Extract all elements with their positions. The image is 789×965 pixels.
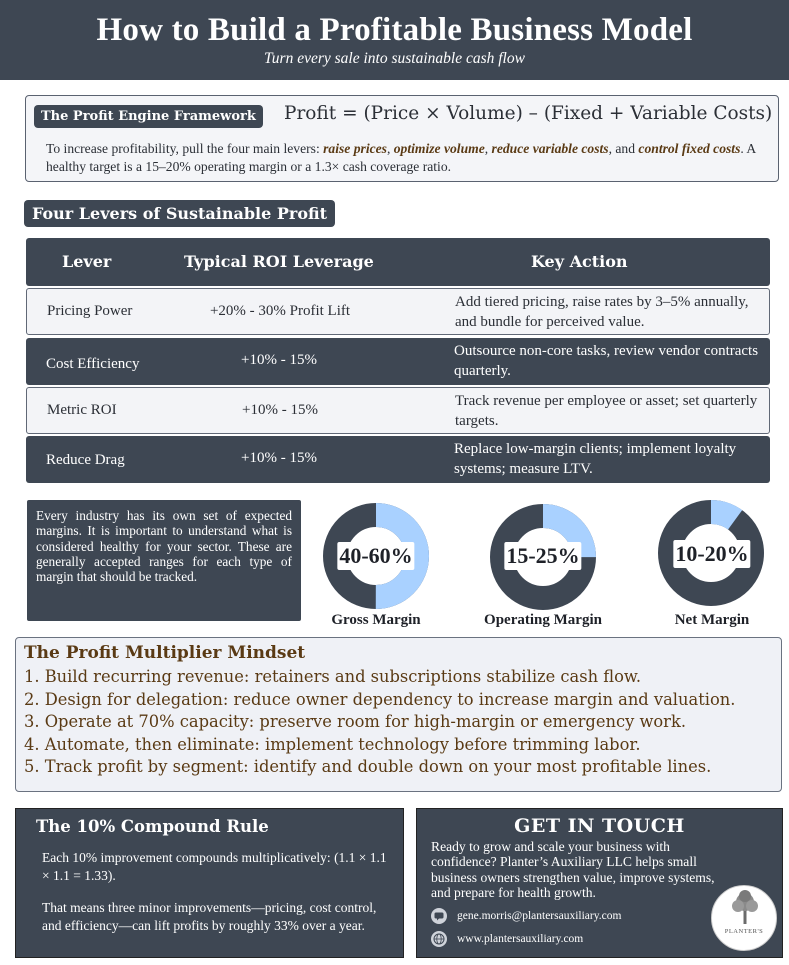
header-key-action: Key Action	[531, 252, 628, 271]
row-roi: +20% - 30% Profit Lift	[209, 303, 351, 319]
profit-engine-box	[25, 95, 779, 182]
list-item: 2. Design for delegation: reduce owner dependency to increase margin and valuation.	[24, 689, 736, 709]
margins-intro: Every industry has its own set of expected margins. It is important to understand what is considered healthy for your sector. These are generally accepted ranges for each type of margin that should be tracked.	[27, 500, 301, 621]
row-lever: Cost Efficiency	[46, 356, 140, 372]
row-lever: Reduce Drag	[46, 452, 125, 468]
globe-icon	[431, 931, 447, 947]
contact-email[interactable]: gene.morris@plantersauxiliary.com	[457, 910, 622, 922]
contact-website-line[interactable]	[431, 931, 583, 947]
list-item: 4. Automate, then eliminate: implement technology before trimming labor.	[24, 734, 641, 754]
contact-title: GET IN TOUCH	[514, 815, 685, 837]
net-margin-label: Net Margin	[674, 612, 750, 628]
row-action: Outsource non-core tasks, review vendor contracts quarterly.	[454, 343, 759, 379]
donut-net-margin	[654, 498, 770, 632]
gross-margin-label: Gross Margin	[331, 612, 421, 628]
lever-optimize-volume: optimize volume	[393, 141, 485, 156]
table-row	[26, 288, 770, 335]
chat-icon	[431, 908, 447, 924]
desc-sep-3: , and	[608, 141, 639, 156]
desc-sep-1: ,	[386, 141, 394, 156]
desc-sep-2: ,	[484, 141, 492, 156]
donut-operating-margin	[470, 500, 616, 630]
tree-icon	[712, 886, 778, 930]
list-item: 5. Track profit by segment: identify and double down on your most profitable lines.	[24, 757, 712, 777]
mindset-list	[24, 666, 773, 779]
compound-paragraph-1: Each 10% improvement compounds multiplicatively: (1.1 × 1.1 × 1.1 = 1.33).	[42, 850, 387, 883]
contact-email-line[interactable]	[431, 908, 621, 924]
donut-gross-margin	[318, 500, 434, 630]
operating-margin-label: Operating Margin	[484, 612, 602, 628]
row-roi: +10% - 15%	[241, 352, 317, 368]
header-banner	[0, 0, 789, 80]
row-lever: Pricing Power	[47, 303, 133, 319]
row-action: Replace low-margin clients; implement loyalty systems; measure LTV.	[454, 441, 737, 477]
contact-website[interactable]: www.plantersauxiliary.com	[457, 933, 584, 945]
contact-text: Ready to grow and scale your business with confidence? Planter’s Auxiliary LLC helps small business owners strengthen value, improve systems, and prepare for health growth.	[431, 839, 715, 901]
table-row	[26, 338, 770, 385]
lever-control-fixed-costs: control fixed costs	[638, 141, 741, 156]
row-roi: +10% - 15%	[242, 402, 318, 418]
page-subtitle: Turn every sale into sustainable cash flow	[264, 50, 525, 67]
table-row	[26, 436, 770, 483]
levers-section-title: Four Levers of Sustainable Profit	[24, 200, 335, 227]
planters-logo	[711, 885, 777, 951]
row-roi: +10% - 15%	[241, 450, 317, 466]
mindset-title: The Profit Multiplier Mindset	[24, 643, 306, 663]
profit-engine-tag: The Profit Engine Framework	[34, 105, 263, 128]
row-lever: Metric ROI	[47, 402, 117, 418]
header-roi: Typical ROI Leverage	[184, 252, 374, 271]
table-row	[26, 387, 770, 434]
profit-multiplier-mindset	[15, 637, 782, 792]
desc-outro: . A healthy target is a 15–20% operating margin or a 1.3× cash coverage ratio.	[46, 141, 756, 174]
row-action: Add tiered pricing, raise rates by 3–5% annually, and bundle for perceived value.	[455, 294, 749, 330]
gross-margin-value: 40-60%	[339, 543, 413, 568]
compound-rule-box	[15, 808, 404, 958]
lever-raise-prices: raise prices	[323, 141, 387, 156]
row-action: Track revenue per employee or asset; set quarterly targets.	[455, 393, 758, 429]
logo-text: PLANTER'S	[724, 928, 764, 935]
lever-reduce-variable-costs: reduce variable costs	[491, 141, 609, 156]
list-item: 1. Build recurring revenue: retainers and subscriptions stabilize cash flow.	[24, 667, 642, 686]
compound-paragraph-2: That means three minor improvements—pricing, cost control, and efficiency—can lift profits by roughly 33% over a year.	[42, 900, 377, 933]
profit-engine-description	[46, 140, 776, 176]
levers-table-header	[26, 238, 770, 286]
profit-formula: Profit = (Price × Volume) – (Fixed + Variable Costs)	[284, 103, 773, 124]
page-title: How to Build a Profitable Business Model	[96, 12, 693, 48]
net-margin-value: 10-20%	[675, 541, 749, 566]
operating-margin-value: 15-25%	[506, 543, 580, 568]
header-lever: Lever	[62, 252, 112, 271]
compound-title: The 10% Compound Rule	[36, 817, 269, 836]
list-item: 3. Operate at 70% capacity: preserve room for high-margin or emergency work.	[24, 712, 687, 732]
contact-box	[416, 808, 783, 958]
desc-intro: To increase profitability, pull the four main levers:	[46, 141, 324, 156]
